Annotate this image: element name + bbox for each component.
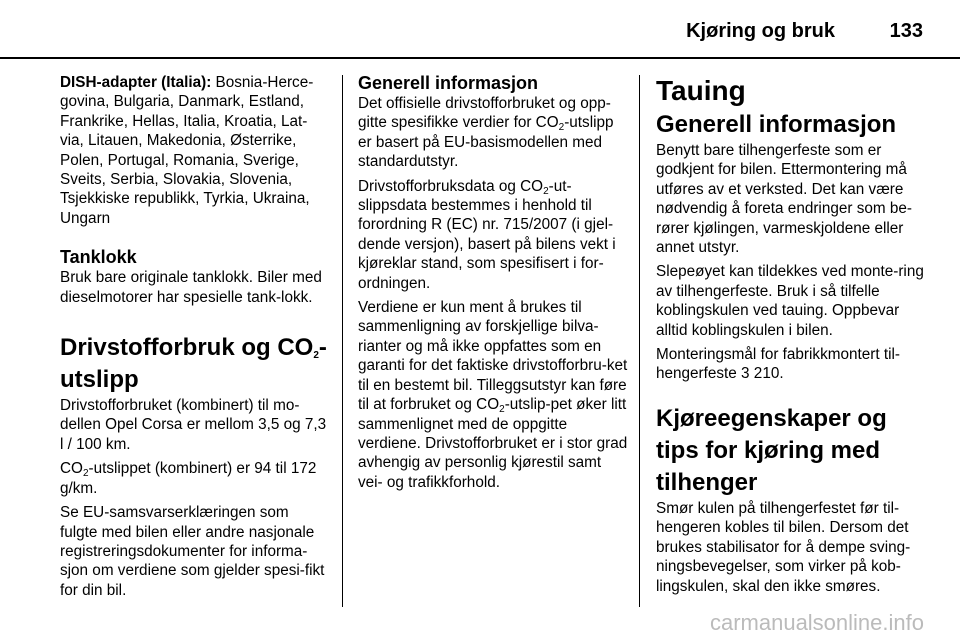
eu-conformity-text: Se EU-samsvarserklæringen som fulgte med bilen eller andre nasjonale registreringsdokumenter for informa-sjon om verdiene som gjelder spesi-fikt for din bil. [60,504,325,599]
page-number: 133 [889,20,923,42]
countries-text: Bosnia-Herce-govina, Bulgaria, Danmark, Estland, Frankrike, Hellas, Italia, Kroatia, Lat-via, Litauen, Makedonia, Østerrike, Polen, Portugal, Romania, Sverige, Sveits, Serbia, Slovakia, Slovenia, Tsjekkiske republikk, Tyrkia, Ukraina, Ungarn [60,74,314,227]
official-consumption-text: Det offisielle drivstofforbruket og opp-gitte spesifikke verdier for $CO_2$-utslipp er basert på EU-basismodellen med standardutstyr. [358,95,614,171]
tanklokk-heading: Tanklokk [60,247,137,268]
page-header [0,0,960,60]
regulation-text: Drivstofforbruksdata og $CO_2-ut$-slippsdata bestemmes i henhold til forordning R (EC) nr. 715/2007 (i gjel-dende versjon), basert på bilens vekt i kjøreklar stand, som spesifisert i for-ordningen. [358,177,616,292]
column-2 [358,73,628,497]
trailer-driving-heading: Kjøreegenskaper og tips for kjøring med tilhenger [656,404,887,496]
mounting-dimensions-text: Monteringsmål for fabrikkmontert til-hengerfeste 3 210. [656,346,900,383]
countries-paragraph [60,73,330,228]
column-divider-1 [342,75,343,607]
column-1 [60,73,330,605]
column-divider-2 [639,75,640,607]
towing-eye-text: Slepeøyet kan tildekkes ved monte-ring av tilhengerfeste. Bruk i så tilfelle koblingskulen ved tauing. Oppbevar alltid koblingskulen i bilen. [656,263,924,339]
consumption-text: Drivstofforbruket (kombinert) til mo-dellen Opel Corsa er mellom 3,5 og 7,3 l / 100 km. [60,397,327,453]
tanklokk-text: Bruk bare originale tanklokk. Biler med dieselmotorer har spesielle tank-lokk. [60,269,322,306]
towbar-text: Benytt bare tilhengerfeste som er godkjent for bilen. Ettermontering må utføres av et verksted. Det kan være nødvendig å foreta endringer som be-rører kjølingen, varmeskjoldene eller annet utstyr. [656,142,912,257]
fuel-consumption-heading: Drivstofforbruk og $CO_2$-utslipp [60,334,327,394]
watermark: carmanualsonline.info [709,610,924,635]
co2-text: $CO_2$-utslippet (kombinert) er 94 til 172 g/km. [60,460,317,497]
dish-adapter-label: DISH-adapter (Italia): [60,74,212,91]
general-info-heading: Generell informasjon [358,73,539,93]
chapter-title: Kjøring og bruk [686,20,835,42]
header-rule [0,57,960,59]
trailer-lubrication-text: Smør kulen på tilhengerfestet før til-hengeren kobles til bilen. Dersom det brukes stabilisator for å dempe sving-ningsbevegelser, som virker på kob-lingskulen, skal den ikke smøres. [656,499,911,595]
comparison-text: Verdiene er kun ment å brukes til sammenligning av forskjellige bilva-rianter og må ikke oppfattes som en garanti for det faktiske drivstofforbru-ket til en bestemt bil. Tilleggsutstyr kan føre til at forbruket og $CO_2-utslip$-pet øker litt sammenlignet med de oppgitte verdiene. Drivstofforbruket er i stor grad avhengig av personlig kjørestil samt vei- og trafikkforhold. [358,299,628,491]
towing-heading: Tauing [656,75,746,106]
towing-general-heading: Generell informasjon [656,111,897,138]
column-3 [656,73,926,601]
page-ref-icon: 3 [741,365,750,383]
